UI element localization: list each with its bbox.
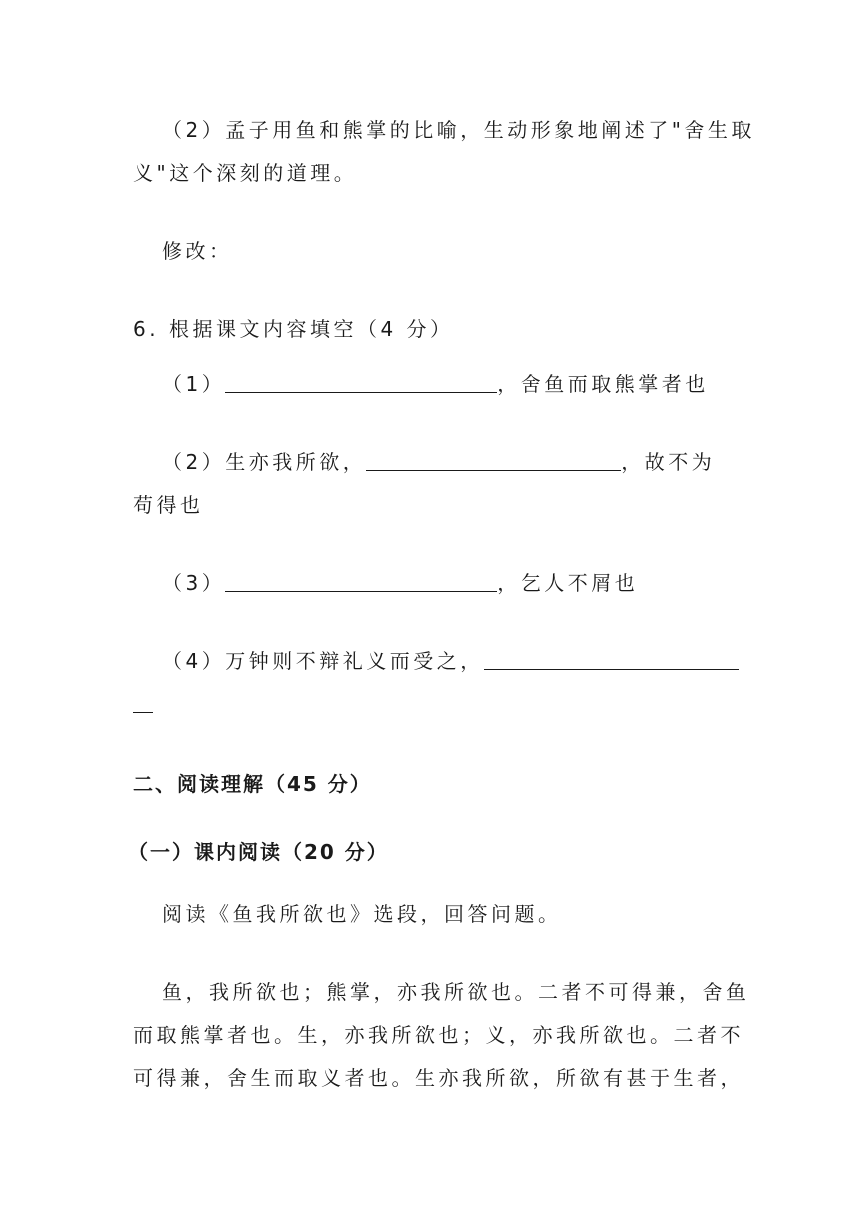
q6-item3 bbox=[162, 571, 638, 595]
q6-item1-suffix: ，舍鱼而取熊掌者也 bbox=[497, 372, 709, 396]
q6-item2 bbox=[162, 450, 715, 474]
q6-item2-blank[interactable] bbox=[366, 450, 621, 471]
q6-item2-line2: 苟得也 bbox=[133, 493, 204, 517]
q6-item3-prefix: （3） bbox=[162, 571, 226, 595]
q6-item3-blank[interactable] bbox=[225, 571, 497, 592]
q6-item2-suffix: ，故不为 bbox=[621, 450, 716, 474]
q6-item3-suffix: ，乞人不屑也 bbox=[497, 571, 639, 595]
passage-line3: 可得兼，舍生而取义者也。生亦我所欲，所欲有甚于生者， bbox=[133, 1066, 744, 1090]
q5-item2-line2: 义"这个深刻的道理。 bbox=[133, 161, 358, 185]
q6-item2-prefix: （2）生亦我所欲， bbox=[162, 450, 367, 474]
section2-subtitle: （一）课内阅读（20 分） bbox=[128, 840, 389, 864]
q6-item1 bbox=[162, 372, 709, 396]
q6-item4-prefix: （4）万钟则不辩礼义而受之， bbox=[162, 649, 484, 673]
q6-item4-blank-tail[interactable] bbox=[133, 692, 153, 713]
q6-item4-blank[interactable] bbox=[484, 649, 739, 670]
q6-item1-prefix: （1） bbox=[162, 372, 226, 396]
q6-item1-blank[interactable] bbox=[225, 372, 497, 393]
section2-title: 二、阅读理解（45 分） bbox=[133, 772, 372, 796]
q6-item4 bbox=[162, 649, 739, 673]
q6-item4-line2 bbox=[133, 692, 153, 716]
q6-title: 6. 根据课文内容填空（4 分） bbox=[133, 317, 454, 341]
reading-intro: 阅读《鱼我所欲也》选段，回答问题。 bbox=[162, 902, 562, 926]
passage-line1: 鱼，我所欲也；熊掌，亦我所欲也。二者不可得兼，舍鱼 bbox=[162, 980, 750, 1004]
q5-item2-line1: （2）孟子用鱼和熊掌的比喻，生动形象地阐述了"舍生取 bbox=[162, 118, 755, 142]
q5-edit-label: 修改： bbox=[162, 239, 233, 263]
passage-line2: 而取熊掌者也。生，亦我所欲也；义，亦我所欲也。二者不 bbox=[133, 1023, 744, 1047]
